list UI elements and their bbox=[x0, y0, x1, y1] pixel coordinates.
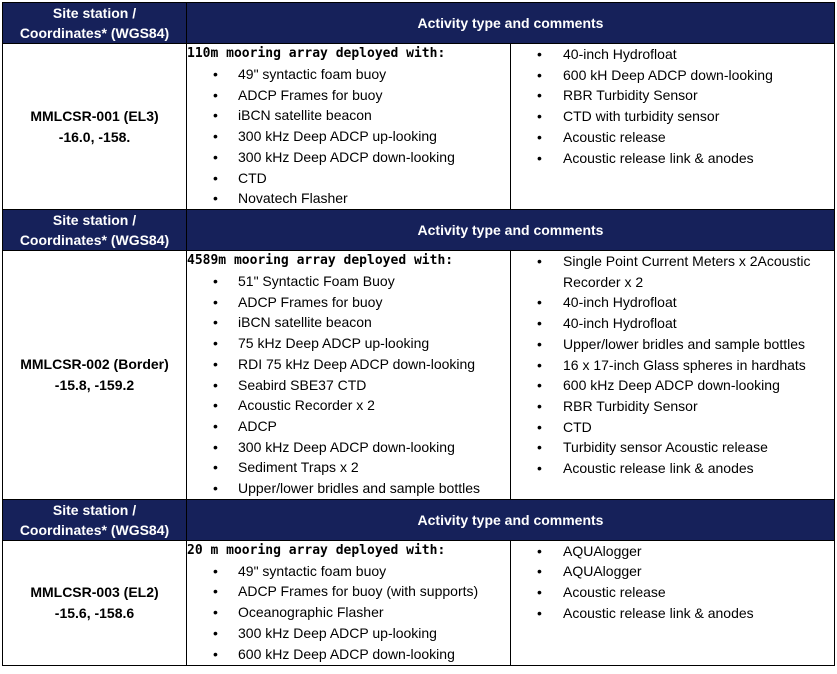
equipment-list-item: • Turbidity sensor Acoustic release bbox=[511, 437, 834, 458]
site-coordinates: -15.8, -159.2 bbox=[54, 376, 135, 393]
equipment-left-cell bbox=[187, 540, 511, 665]
site-station-cell bbox=[3, 44, 187, 210]
deployment-intro: 110m mooring array deployed with: bbox=[187, 46, 446, 61]
section-header-row bbox=[3, 499, 835, 540]
equipment-right-cell bbox=[511, 251, 835, 500]
section-header-row bbox=[3, 3, 835, 44]
equipment-list-item: • iBCN satellite beacon bbox=[187, 312, 510, 333]
section-body-row bbox=[3, 540, 835, 665]
site-station-cell bbox=[3, 540, 187, 665]
equipment-list-item: • AQUAlogger bbox=[511, 541, 834, 562]
equipment-right-cell bbox=[511, 540, 835, 665]
equipment-left-cell bbox=[187, 44, 511, 210]
equipment-list-item: • 300 kHz Deep ADCP down-looking bbox=[187, 147, 510, 168]
site-coordinates: -15.6, -158.6 bbox=[54, 604, 135, 621]
section-header-row bbox=[3, 210, 835, 251]
site-station-header bbox=[3, 499, 187, 540]
site-station-name: MMLCSR-001 (EL3) bbox=[30, 107, 159, 124]
site-station-header-line: Coordinates* (WGS84) bbox=[19, 25, 170, 41]
equipment-list bbox=[187, 64, 510, 209]
section-body-row bbox=[3, 44, 835, 210]
equipment-list-item: • 51" Syntactic Foam Buoy bbox=[187, 271, 510, 292]
equipment-list-item: • iBCN satellite beacon bbox=[187, 105, 510, 126]
equipment-list-item: • 49" syntactic foam buoy bbox=[187, 64, 510, 85]
equipment-list-item: • Upper/lower bridles and sample bottles bbox=[511, 334, 834, 355]
site-station-header-line: Coordinates* (WGS84) bbox=[19, 521, 170, 538]
activity-header: Activity type and comments bbox=[187, 210, 835, 251]
activity-header: Activity type and comments bbox=[187, 499, 835, 540]
equipment-list-item: • Acoustic release bbox=[511, 127, 834, 148]
equipment-list bbox=[511, 251, 834, 479]
site-station-name: MMLCSR-003 (EL2) bbox=[30, 583, 159, 600]
equipment-list-item: • Seabird SBE37 CTD bbox=[187, 375, 510, 396]
equipment-left-cell bbox=[187, 251, 511, 500]
site-station-header-line: Coordinates* (WGS84) bbox=[19, 232, 170, 248]
site-station-header-line: Site station / bbox=[52, 501, 137, 518]
equipment-list-item: • ADCP Frames for buoy (with supports) bbox=[187, 581, 510, 602]
equipment-list-item: • ADCP bbox=[187, 416, 510, 437]
equipment-list-item: • 49" syntactic foam buoy bbox=[187, 561, 510, 582]
equipment-list-item: • Sediment Traps x 2 bbox=[187, 457, 510, 478]
site-station-cell bbox=[3, 251, 187, 500]
equipment-list-item: • 75 kHz Deep ADCP up-looking bbox=[187, 333, 510, 354]
equipment-list-item: • 300 kHz Deep ADCP up-looking bbox=[187, 623, 510, 644]
section-body-row bbox=[3, 251, 835, 500]
equipment-list-item: • CTD with turbidity sensor bbox=[511, 106, 834, 127]
activity-header: Activity type and comments bbox=[187, 3, 835, 44]
mooring-table-body bbox=[3, 3, 835, 666]
equipment-list-item: • Oceanographic Flasher bbox=[187, 602, 510, 623]
equipment-list-item: • RDI 75 kHz Deep ADCP down-looking bbox=[187, 354, 510, 375]
equipment-list-item: • 600 kHz Deep ADCP down-looking bbox=[187, 644, 510, 665]
equipment-list-item: • 40-inch Hydrofloat bbox=[511, 44, 834, 65]
equipment-list bbox=[187, 271, 510, 499]
equipment-list-item: • RBR Turbidity Sensor bbox=[511, 85, 834, 106]
site-coordinates: -16.0, -158. bbox=[58, 128, 131, 145]
site-station-header bbox=[3, 210, 187, 251]
equipment-list-item: • AQUAlogger bbox=[511, 561, 834, 582]
equipment-list-item: • CTD bbox=[511, 417, 834, 438]
mooring-table bbox=[2, 2, 835, 666]
equipment-list-item: • Acoustic release link & anodes bbox=[511, 458, 834, 479]
equipment-list-item: • 600 kH Deep ADCP down-looking bbox=[511, 65, 834, 86]
equipment-list-item: • 16 x 17-inch Glass spheres in hardhats bbox=[511, 355, 834, 376]
equipment-list-item: • CTD bbox=[187, 168, 510, 189]
equipment-list-item: • 40-inch Hydrofloat bbox=[511, 313, 834, 334]
equipment-list-item: • Acoustic release bbox=[511, 582, 834, 603]
equipment-list-item: • Acoustic Recorder x 2 bbox=[187, 395, 510, 416]
equipment-list-item: • Single Point Current Meters x 2Acoustic Recorder x 2 bbox=[511, 251, 834, 292]
equipment-list-item: • 600 kHz Deep ADCP down-looking bbox=[511, 375, 834, 396]
equipment-right-cell bbox=[511, 44, 835, 210]
deployment-intro: 20 m mooring array deployed with: bbox=[187, 542, 446, 558]
equipment-list-item: • 40-inch Hydrofloat bbox=[511, 292, 834, 313]
equipment-list-item: • Novatech Flasher bbox=[187, 188, 510, 209]
equipment-list-item: • ADCP Frames for buoy bbox=[187, 292, 510, 313]
equipment-list-item: • 300 kHz Deep ADCP up-looking bbox=[187, 126, 510, 147]
site-station-header bbox=[3, 3, 187, 44]
equipment-list bbox=[511, 541, 834, 624]
equipment-list bbox=[187, 561, 510, 665]
equipment-list-item: • ADCP Frames for buoy bbox=[187, 85, 510, 106]
site-station-header-line: Site station / bbox=[52, 212, 137, 228]
equipment-list-item: • Acoustic release link & anodes bbox=[511, 148, 834, 169]
equipment-list bbox=[511, 44, 834, 168]
deployment-intro: 4589m mooring array deployed with: bbox=[187, 253, 454, 268]
site-station-header-line: Site station / bbox=[52, 5, 137, 21]
site-station-name: MMLCSR-002 (Border) bbox=[20, 355, 169, 372]
equipment-list-item: • Acoustic release link & anodes bbox=[511, 603, 834, 624]
equipment-list-item: • RBR Turbidity Sensor bbox=[511, 396, 834, 417]
equipment-list-item: • 300 kHz Deep ADCP down-looking bbox=[187, 437, 510, 458]
equipment-list-item: • Upper/lower bridles and sample bottles bbox=[187, 478, 510, 499]
